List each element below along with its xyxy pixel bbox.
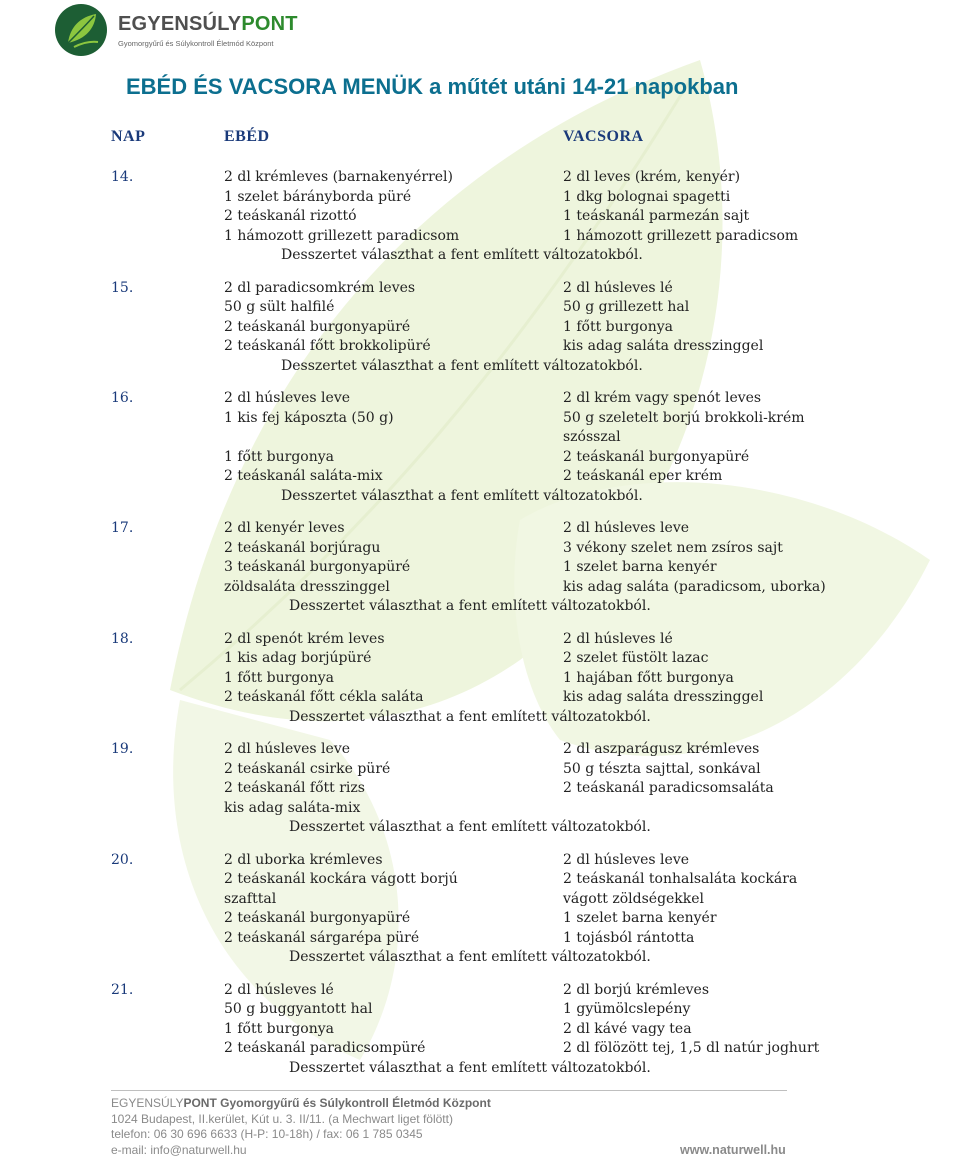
dinner-item: kis adag saláta dresszinggel <box>563 688 923 708</box>
lunch-item: 2 teáskanál sárgarépa püré <box>224 929 554 949</box>
dinner-item: 1 teáskanál parmezán sajt <box>563 207 923 227</box>
lunch-items <box>224 740 554 818</box>
lunch-item: 2 teáskanál burgonyapüré <box>224 318 554 338</box>
lunch-items <box>224 981 554 1059</box>
lunch-item: 50 g buggyantott hal <box>224 1000 554 1020</box>
dessert-note: Desszertet választhat a fent említett változatokból. <box>289 1059 651 1079</box>
dessert-note: Desszertet választhat a fent említett változatokból. <box>289 948 651 968</box>
lunch-item: kis adag saláta-mix <box>224 799 554 819</box>
lunch-item: 2 teáskanál csirke püré <box>224 760 554 780</box>
lunch-item: 2 teáskanál paradicsompüré <box>224 1039 554 1059</box>
brand-logo <box>54 3 324 59</box>
dinner-item: kis adag saláta dresszinggel <box>563 337 923 357</box>
lunch-item: 2 dl spenót krém leves <box>224 630 554 650</box>
footer-company: EGYENSÚLYPONT Gyomorgyűrű és Súlykontroll Életmód Központ <box>111 1096 791 1112</box>
footer-email[interactable]: e-mail: info@naturwell.hu <box>111 1143 791 1158</box>
lunch-item: 2 dl húsleves leve <box>224 389 554 409</box>
day-number: 18. <box>111 630 133 650</box>
dinner-item: 50 g grillezett hal <box>563 298 923 318</box>
lunch-item: 1 főtt burgonya <box>224 1020 554 1040</box>
lunch-item: 2 teáskanál borjúragu <box>224 539 554 559</box>
dinner-item: 3 vékony szelet nem zsíros sajt <box>563 539 923 559</box>
dinner-item: 2 dl borjú krémleves <box>563 981 923 1001</box>
day-number: 17. <box>111 519 133 539</box>
lunch-items <box>224 851 554 949</box>
lunch-item: 2 teáskanál rizottó <box>224 207 554 227</box>
lunch-item: 1 kis fej káposzta (50 g) <box>224 409 554 429</box>
dinner-items <box>563 279 923 357</box>
footer-address: 1024 Budapest, II.kerület, Kút u. 3. II/11. (a Mechwart liget fölött) <box>111 1112 791 1128</box>
lunch-items <box>224 519 554 597</box>
lunch-item: szafttal <box>224 890 554 910</box>
dinner-item: 1 dkg bolognai spagetti <box>563 188 923 208</box>
footer-divider <box>111 1090 787 1091</box>
lunch-items <box>224 168 554 246</box>
logo-subtitle: Gyomorgyűrű és Súlykontroll Életmód Központ <box>118 39 274 48</box>
dinner-items <box>563 981 923 1059</box>
dessert-note: Desszertet választhat a fent említett változatokból. <box>289 708 651 728</box>
dinner-item: 2 szelet füstölt lazac <box>563 649 923 669</box>
lunch-item: 2 dl húsleves leve <box>224 740 554 760</box>
dinner-item: 50 g tészta sajttal, sonkával <box>563 760 923 780</box>
lunch-item: 1 szelet bárányborda püré <box>224 188 554 208</box>
dinner-item: 2 teáskanál paradicsomsaláta <box>563 779 923 799</box>
lunch-items <box>224 389 554 487</box>
dinner-item: 2 dl húsleves leve <box>563 519 923 539</box>
dinner-item: 1 hajában főtt burgonya <box>563 669 923 689</box>
lunch-item: 2 teáskanál főtt cékla saláta <box>224 688 554 708</box>
logo-wordmark: EGYENSÚLYPONT <box>118 13 298 36</box>
lunch-item: 2 dl húsleves lé <box>224 981 554 1001</box>
dessert-note: Desszertet választhat a fent említett változatokból. <box>289 597 651 617</box>
footer-website-link[interactable]: www.naturwell.hu <box>680 1143 786 1157</box>
lunch-item: 2 dl krémleves (barnakenyérrel) <box>224 168 554 188</box>
lunch-item: zöldsaláta dresszinggel <box>224 578 554 598</box>
dinner-item: 2 dl fölözött tej, 1,5 dl natúr joghurt <box>563 1039 923 1059</box>
dinner-item: 2 dl húsleves leve <box>563 851 923 871</box>
lunch-item: 2 teáskanál saláta-mix <box>224 467 554 487</box>
lunch-item <box>224 428 554 448</box>
dinner-items <box>563 519 923 597</box>
column-header-dinner: VACSORA <box>563 128 644 146</box>
dinner-item: vágott zöldségekkel <box>563 890 923 910</box>
lunch-item: 2 dl uborka krémleves <box>224 851 554 871</box>
lunch-item: 1 hámozott grillezett paradicsom <box>224 227 554 247</box>
dinner-item: 50 g szeletelt borjú brokkoli-krém <box>563 409 923 429</box>
day-number: 16. <box>111 389 133 409</box>
day-number: 19. <box>111 740 133 760</box>
dinner-item: 2 dl aszparágusz krémleves <box>563 740 923 760</box>
day-number: 20. <box>111 851 133 871</box>
dinner-items <box>563 389 923 487</box>
lunch-item: 2 teáskanál burgonyapüré <box>224 909 554 929</box>
dinner-item: 2 teáskanál eper krém <box>563 467 923 487</box>
dinner-item: 1 szelet barna kenyér <box>563 558 923 578</box>
lunch-item: 50 g sült halfilé <box>224 298 554 318</box>
dinner-item: kis adag saláta (paradicsom, uborka) <box>563 578 923 598</box>
dinner-items <box>563 168 923 246</box>
dinner-item: 2 dl húsleves lé <box>563 630 923 650</box>
dessert-note: Desszertet választhat a fent említett változatokból. <box>281 357 643 377</box>
lunch-item: 1 kis adag borjúpüré <box>224 649 554 669</box>
lunch-items <box>224 279 554 357</box>
column-header-lunch: EBÉD <box>224 128 270 146</box>
dinner-items <box>563 851 923 949</box>
lunch-item: 2 dl kenyér leves <box>224 519 554 539</box>
dinner-item: 1 főtt burgonya <box>563 318 923 338</box>
lunch-items <box>224 630 554 708</box>
day-number: 15. <box>111 279 133 299</box>
dinner-item: 2 dl krém vagy spenót leves <box>563 389 923 409</box>
lunch-item: 3 teáskanál burgonyapüré <box>224 558 554 578</box>
dinner-item: 1 hámozott grillezett paradicsom <box>563 227 923 247</box>
dinner-item: 1 szelet barna kenyér <box>563 909 923 929</box>
column-header-day: NAP <box>111 128 145 146</box>
lunch-item: 1 főtt burgonya <box>224 448 554 468</box>
lunch-item: 1 főtt burgonya <box>224 669 554 689</box>
dinner-items <box>563 740 923 799</box>
footer-phone: telefon: 06 30 696 6633 (H-P: 10-18h) / fax: 06 1 785 0345 <box>111 1127 791 1143</box>
dessert-note: Desszertet választhat a fent említett változatokból. <box>281 246 643 266</box>
dessert-note: Desszertet választhat a fent említett változatokból. <box>281 487 643 507</box>
dinner-item: 2 dl kávé vagy tea <box>563 1020 923 1040</box>
day-number: 21. <box>111 981 133 1001</box>
dessert-note: Desszertet választhat a fent említett változatokból. <box>289 818 651 838</box>
dinner-item: 2 dl leves (krém, kenyér) <box>563 168 923 188</box>
lunch-item: 2 teáskanál főtt brokkolipüré <box>224 337 554 357</box>
page-title: EBÉD ÉS VACSORA MENÜK a műtét utáni 14-21 napokban <box>126 74 738 100</box>
lunch-item: 2 teáskanál kockára vágott borjú <box>224 870 554 890</box>
dinner-items <box>563 630 923 708</box>
leaf-logo-icon <box>54 3 108 57</box>
lunch-item: 2 dl paradicsomkrém leves <box>224 279 554 299</box>
dinner-item: 1 tojásból rántotta <box>563 929 923 949</box>
dinner-item: 2 teáskanál burgonyapüré <box>563 448 923 468</box>
dinner-item: 2 dl húsleves lé <box>563 279 923 299</box>
dinner-item: 1 gyümölcslepény <box>563 1000 923 1020</box>
day-number: 14. <box>111 168 133 188</box>
dinner-item: szósszal <box>563 428 923 448</box>
lunch-item: 2 teáskanál főtt rizs <box>224 779 554 799</box>
dinner-item: 2 teáskanál tonhalsaláta kockára <box>563 870 923 890</box>
